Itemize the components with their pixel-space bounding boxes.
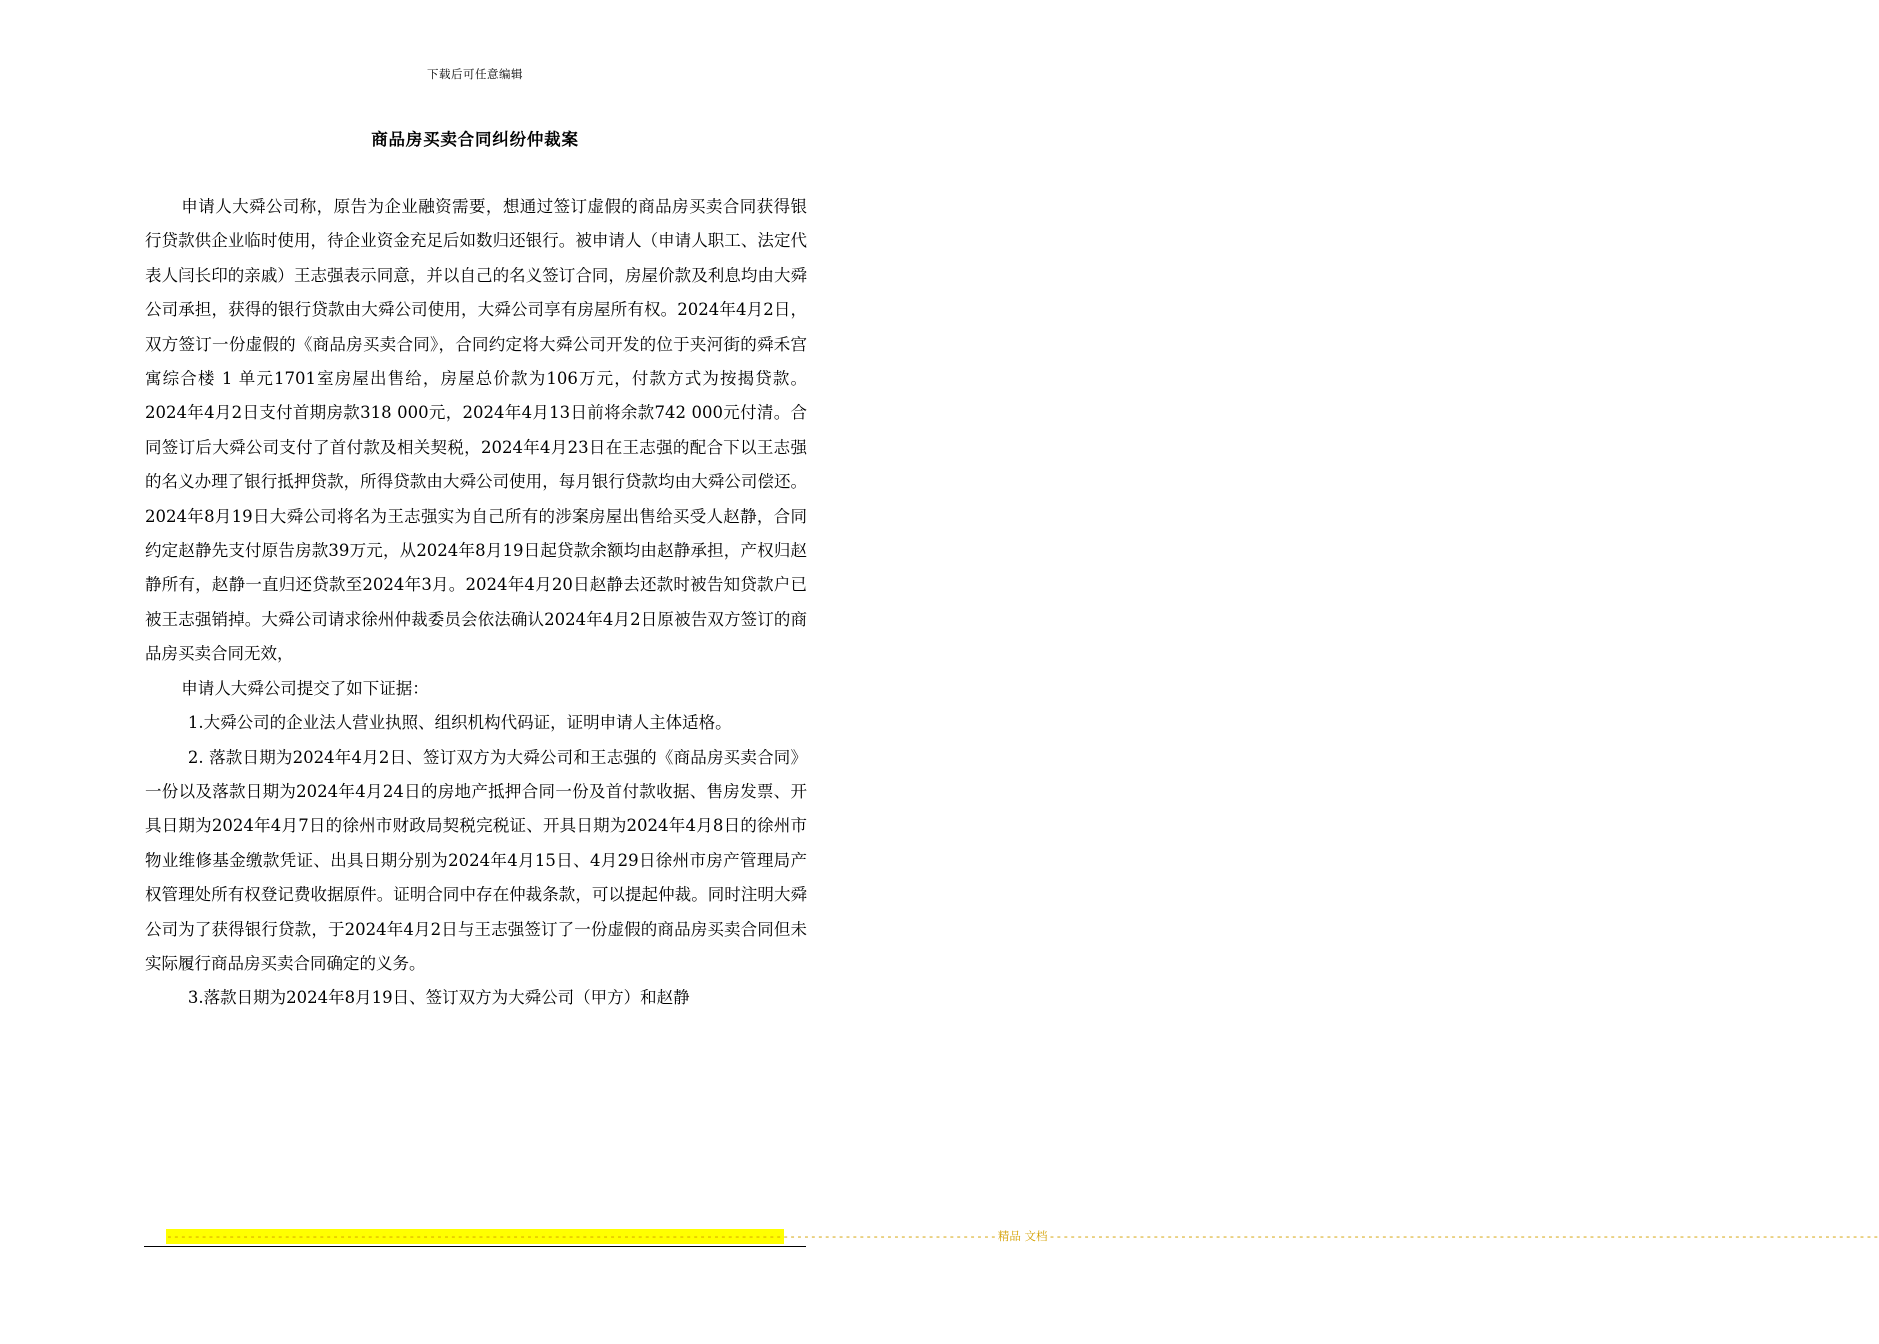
document-title: 商品房买卖合同纠纷仲裁案 xyxy=(371,130,579,149)
footer-watermark-bar xyxy=(166,1229,1879,1244)
document-body xyxy=(145,190,807,1016)
evidence-item-2: 2. 落款日期为2024年4月2日、签订双方为大舜公司和王志强的《商品房买卖合同》一份以及落款日期为2024年4月24日的房地产抵押合同一份及首付款收据、售房发票、开具日期为2024年4月7日的徐州市财政局契税完税证、开具日期为2024年4月8日的徐州市物业维修基金缴款凭证、出具日期分别为2024年4月15日、4月29日徐州市房产管理局产权管理处所有权登记费收据原件。证明合同中存在仲裁条款，可以提起仲裁。同时注明大舜公司为了获得银行贷款，于2024年4月2日与王志强签订了一份虚假的商品房买卖合同但未实际履行商品房买卖合同确定的义务。 xyxy=(145,747,807,973)
header-note: 下载后可任意编辑 xyxy=(427,67,523,81)
evidence-item-1: 1.大舜公司的企业法人营业执照、组织机构代码证，证明申请人主体适格。 xyxy=(187,713,732,733)
footer-watermark-text: 精品 文档 xyxy=(997,1229,1048,1243)
footer-divider xyxy=(144,1246,806,1247)
footer-dash-left: ------------------------------------------------------------------------------------------------------------------------ xyxy=(166,1229,997,1243)
footer-dash-right: ------------------------------------------------------------------------------------------------------------------------ xyxy=(1048,1229,1879,1243)
evidence-item-3: 3.落款日期为2024年8月19日、签订双方为大舜公司（甲方）和赵静 xyxy=(187,988,690,1008)
paragraph-evidence-intro: 申请人大舜公司提交了如下证据： xyxy=(181,678,429,698)
paragraph-applicant-claim: 申请人大舜公司称，原告为企业融资需要，想通过签订虚假的商品房买卖合同获得银行贷款供企业临时使用，待企业资金充足后如数归还银行。被申请人（申请人职工、法定代表人闫长印的亲戚）王志强表示同意，并以自己的名义签订合同，房屋价款及利息均由大舜公司承担，获得的银行贷款由大舜公司使用，大舜公司享有房屋所有权。2024年4月2日，双方签订一份虚假的《商品房买卖合同》，合同约定将大舜公司开发的位于夹河街的舜禾宫寓综合楼 1 单元1701室房屋出售给，房屋总价款为106万元，付款方式为按揭贷款。2024年4月2日支付首期房款318 000元，2024年4月13日前将余款742 000元付清。合同签订后大舜公司支付了首付款及相关契税，2024年4月23日在王志强的配合下以王志强的名义办理了银行抵押贷款，所得贷款由大舜公司使用，每月银行贷款均由大舜公司偿还。2024年8月19日大舜公司将名为王志强实为自己所有的涉案房屋出售给买受人赵静，合同约定赵静先支付原告房款39万元，从2024年8月19日起贷款余额均由赵静承担，产权归赵静所有，赵静一直归还贷款至2024年3月。2024年4月20日赵静去还款时被告知贷款户已被王志强销掉。大舜公司请求徐州仲裁委员会依法确认2024年4月2日原被告双方签订的商品房买卖合同无效， xyxy=(145,197,807,664)
